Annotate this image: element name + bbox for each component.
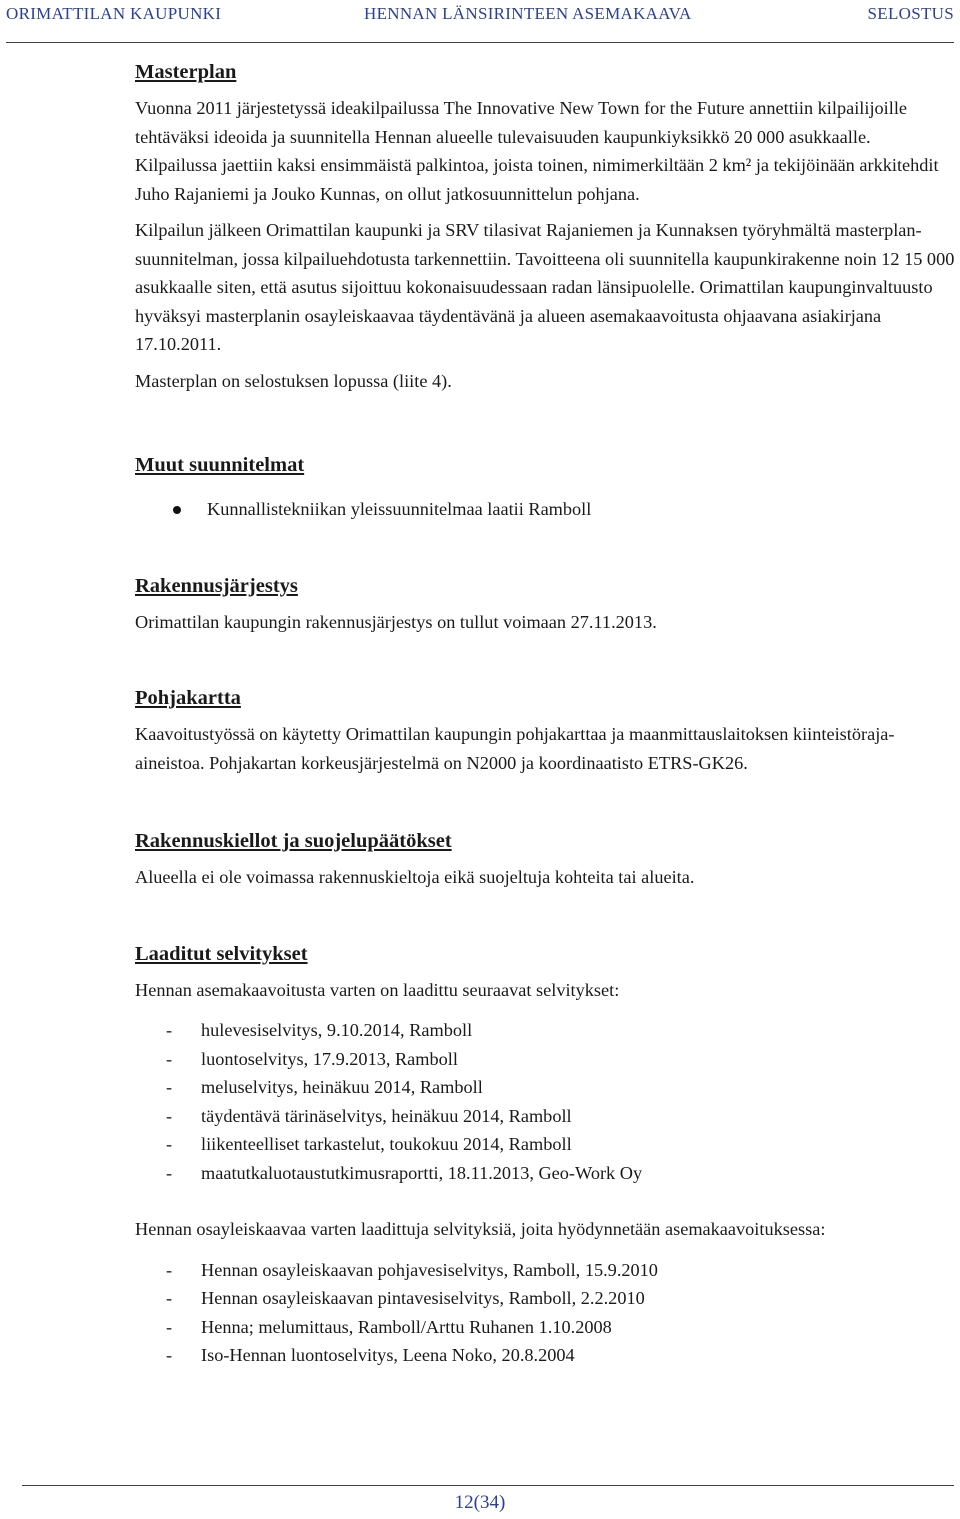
masterplan-paragraph-1: Vuonna 2011 järjestetyssä ideakilpailussa The Innovative New Town for the Future annettiin kilpailijoille tehtäväksi ideoida ja suunnitella Hennan alueelle tulevaisuuden kaupunkiyksikkö 20 000 asukkaalle. Kilpailussa jaettiin kaksi ensimmäistä palkintoa, joista toinen, nimimerkiltään 2 km² ja tekijöinään arkkitehdit Juho Rajaniemi ja Jouko Kunnas, on ollut jatkosuunnittelun pohjana. xyxy=(135,98,939,204)
pohjakartta-text: Kaavoitustyössä on käytetty Orimattilan kaupungin pohjakarttaa ja maanmittauslaitoksen kiinteistöraja-aineistoa. Pohjakartan korkeusjärjestelmä on N2000 ja koordinaatisto ETRS-GK26. xyxy=(135,724,895,773)
list-item: - Iso-Hennan luontoselvitys, Leena Noko, 20.8.2004 xyxy=(166,1345,575,1365)
heading-masterplan: Masterplan xyxy=(135,61,237,83)
list-item: - Hennan osayleiskaavan pohjavesiselvitys, Ramboll, 15.9.2010 xyxy=(166,1259,658,1280)
heading-rakennuskiellot: Rakennuskiellot ja suojelupäätökset xyxy=(135,830,452,852)
header-doc-type: SELOSTUS xyxy=(867,4,954,23)
document-body xyxy=(135,58,955,1370)
heading-pohjakartta: Pohjakartta xyxy=(135,687,241,709)
selvitykset-intro-2: Hennan osayleiskaavaa varten laadittuja selvityksiä, joita hyödynnetään asemakaavoituksessa: xyxy=(135,1219,826,1239)
list-item: - hulevesiselvitys, 9.10.2014, Ramboll xyxy=(166,1020,473,1040)
selvitykset-intro-1: Hennan asemakaavoitusta varten on laadittu seuraavat selvitykset: xyxy=(135,979,620,1000)
header-plan-title: HENNAN LÄNSIRINTEEN ASEMAKAAVA xyxy=(364,4,692,23)
masterplan-paragraph-3: Masterplan on selostuksen lopussa (liite 4). xyxy=(135,370,452,391)
list-item: - Hennan osayleiskaavan pintavesiselvitys, Ramboll, 2.2.2010 xyxy=(166,1288,645,1308)
selvitykset-list-2 xyxy=(135,1256,955,1370)
list-item: - meluselvitys, heinäkuu 2014, Ramboll xyxy=(166,1077,483,1097)
heading-laaditut-selvitykset: Laaditut selvitykset xyxy=(135,942,308,965)
rakennusjarjestys-text: Orimattilan kaupungin rakennusjärjestys on tullut voimaan 27.11.2013. xyxy=(135,611,657,632)
header-municipality: ORIMATTILAN KAUPUNKI xyxy=(6,4,222,23)
heading-rakennusjarjestys: Rakennusjärjestys xyxy=(135,574,298,597)
header-divider xyxy=(6,42,954,43)
list-item: - luontoselvitys, 17.9.2013, Ramboll xyxy=(166,1048,458,1069)
page-header xyxy=(6,4,954,28)
list-item: Kunnallistekniikan yleissuunnitelmaa laatii Ramboll xyxy=(135,495,955,524)
rakennuskiellot-text: Alueella ei ole voimassa rakennuskieltoja eikä suojeltuja kohteita tai alueita. xyxy=(135,867,695,887)
page-number: 12(34) xyxy=(454,1492,506,1513)
list-item: - liikenteelliset tarkastelut, toukokuu 2014, Ramboll xyxy=(166,1134,572,1154)
list-item: - täydentävä tärinäselvitys, heinäkuu 2014, Ramboll xyxy=(166,1105,572,1126)
selvitykset-list-1 xyxy=(135,1016,955,1187)
masterplan-paragraph-2: Kilpailun jälkeen Orimattilan kaupunki ja SRV tilasivat Rajaniemen ja Kunnaksen työryhmältä masterplan-suunnitelman, jossa kilpailuehdotusta tarkennettiin. Tavoitteena oli suunnitella kaupunkirakenne noin 12 15 000 asukkaalle siten, että asutus sijoittuu kokonaisuudessaan radan länsipuolelle. Orimattilan kaupunginvaltuusto hyväksyi masterplanin osayleiskaavaa täydentävänä ja alueen asemakaavoitusta ohjaavana asiakirjana 17.10.2011. xyxy=(135,220,955,354)
list-item: - Henna; melumittaus, Ramboll/Arttu Ruhanen 1.10.2008 xyxy=(166,1316,612,1337)
muut-list xyxy=(135,495,955,524)
list-item: - maatutkaluotaustutkimusraportti, 18.11.2013, Geo-Work Oy xyxy=(166,1162,643,1183)
footer-divider xyxy=(22,1485,954,1486)
heading-muut-suunnitelmat: Muut suunnitelmat xyxy=(135,454,305,476)
